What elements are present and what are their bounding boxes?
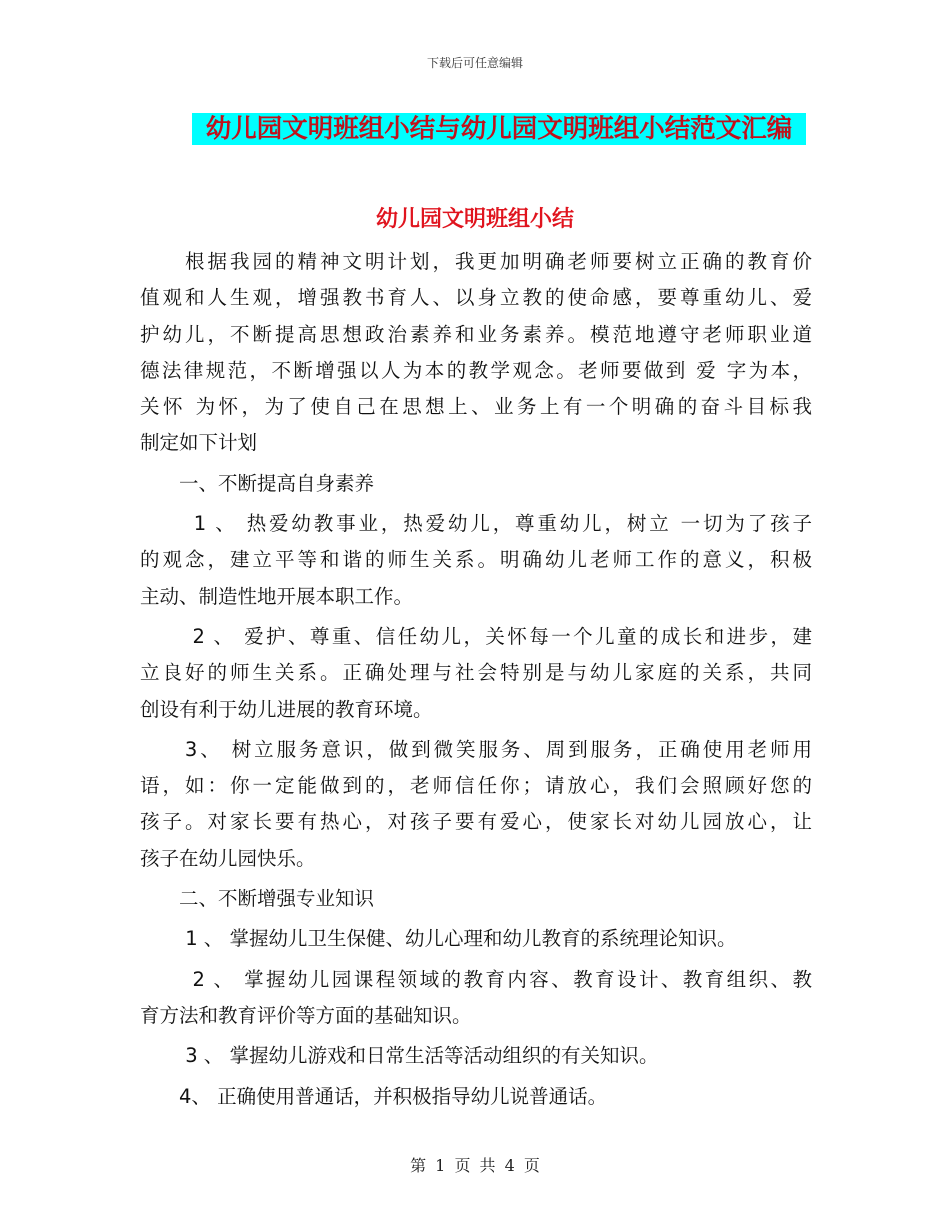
text-line: 3、 树立服务意识，做到微笑服务、周到服务，正确使用老师用 [140, 737, 812, 761]
paragraph [140, 619, 812, 728]
text-line: 1 、 热爱幼教事业，热爱幼儿，尊重幼儿，树立 一切为了孩子 [140, 512, 812, 536]
paragraph [140, 962, 812, 1035]
text-line: 主动、制造性地开展本职工作。 [140, 584, 414, 608]
paragraph [140, 1038, 812, 1074]
text-line: 德法律规范，不断增强以人为本的教学观念。老师要做到 爱 字为本， [140, 358, 812, 382]
text-line: 育方法和教育评价等方面的基础知识。 [140, 1003, 472, 1027]
document-body [140, 244, 812, 1119]
paragraph [140, 466, 812, 502]
text-line: 1 、 掌握幼儿卫生保健、幼儿心理和幼儿教育的系统理论知识。 [140, 927, 737, 951]
paragraph [140, 881, 812, 917]
paragraph [140, 506, 812, 615]
text-line: 的观念，建立平等和谐的师生关系。明确幼儿老师工作的意义，积极 [140, 548, 812, 572]
text-line: 根据我园的精神文明计划，我更加明确老师要树立正确的教育价 [140, 250, 812, 273]
text-line: 一、不断提高自身素养 [140, 471, 375, 495]
paragraph [140, 732, 812, 877]
text-line: 值观和人生观，增强教书育人、以身立教的使命感，要尊重幼儿、爱 [140, 286, 812, 310]
text-line: 2 、 掌握幼儿园课程领域的教育内容、教育设计、教育组织、教 [140, 967, 812, 991]
document-title: 幼儿园文明班组小结与幼儿园文明班组小结范文汇编 [192, 113, 806, 145]
text-line: 4、 正确使用普通话，并积极指导幼儿说普通话。 [140, 1084, 608, 1108]
text-line: 二、不断增强专业知识 [140, 887, 375, 911]
text-line: 2 、 爱护、尊重、信任幼儿，关怀每一个儿童的成长和进步，建 [140, 624, 812, 648]
text-line: 孩子。对家长要有热心，对孩子要有爱心，使家长对幼儿园放心，让 [140, 810, 812, 834]
paragraph [140, 1079, 812, 1115]
text-line: 立良好的师生关系。正确处理与社会特别是与幼儿家庭的关系，共同 [140, 661, 812, 685]
page-header: 下载后可任意编辑 [426, 56, 523, 70]
text-line: 孩子在幼儿园快乐。 [140, 846, 316, 870]
text-line: 3 、 掌握幼儿游戏和日常生活等活动组织的有关知识。 [140, 1044, 659, 1068]
text-line: 关怀 为怀，为了使自己在思想上、业务上有一个明确的奋斗目标我 [140, 395, 812, 419]
text-line: 制定如下计划 [140, 431, 258, 455]
text-line: 护幼儿，不断提高思想政治素养和业务素养。模范地遵守老师职业道 [140, 322, 812, 346]
section-title: 幼儿园文明班组小结 [375, 207, 574, 232]
page-footer: 第 1 页 共 4 页 [410, 1156, 540, 1175]
text-line: 语，如：你一定能做到的，老师信任你；请放心，我们会照顾好您的 [140, 774, 812, 798]
paragraph [140, 244, 812, 462]
text-line: 创设有利于幼儿进展的教育环境。 [140, 697, 433, 721]
paragraph [140, 921, 812, 957]
